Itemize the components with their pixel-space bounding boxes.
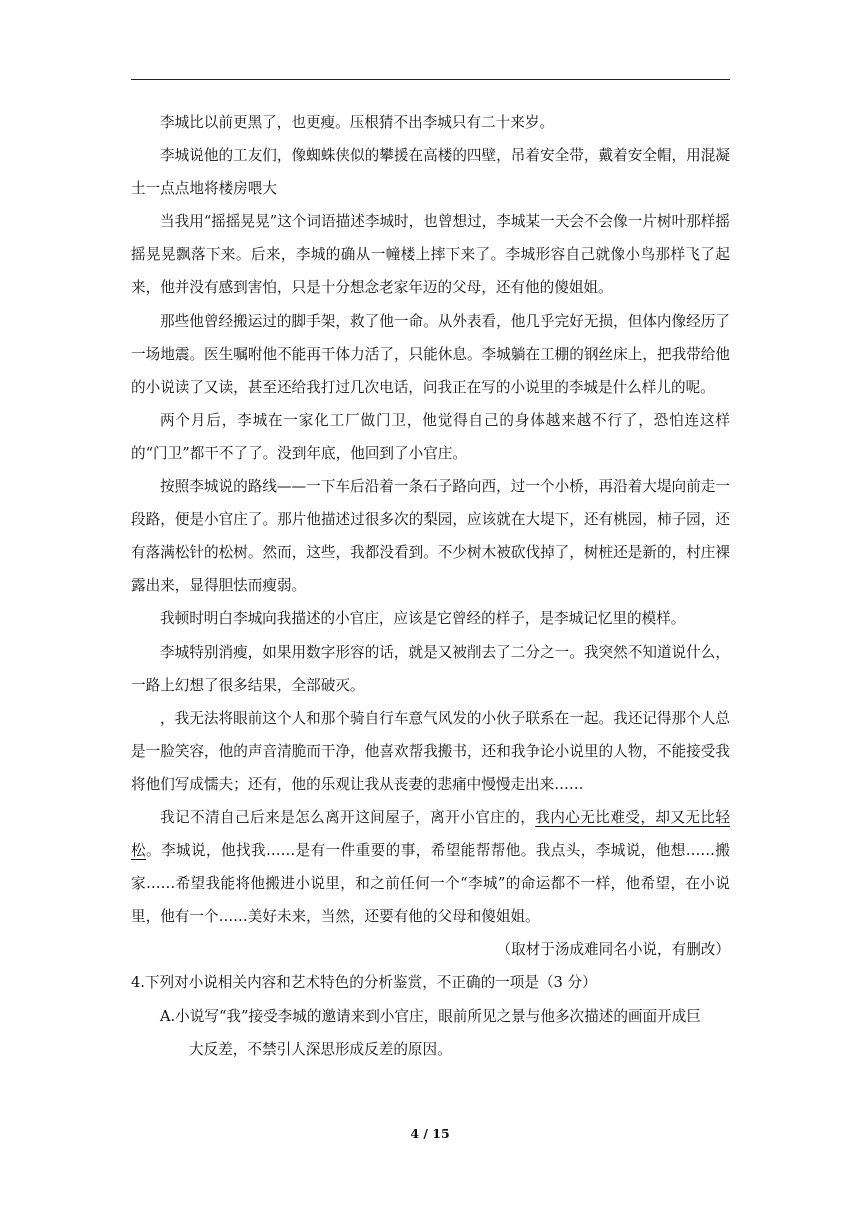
paragraph-9: ，我无法将眼前这个人和那个骑自行车意气风发的小伙子联系在一起。我还记得那个人总是一脸笑容，他的声音清脆而干净，他喜欢帮我搬书，还和我争论小说里的人物，不能接受我将他们写成懦夫；还有，他的乐观让我从丧妻的悲痛中慢慢走出来…… — [131, 709, 730, 793]
paragraph-8: 李城特别消瘦，如果用数字形容的话，就是又被削去了二分之一。我突然不知道说什么，一路上幻想了很多结果，全部破灭。 — [131, 643, 730, 694]
paragraph-1: 李城比以前更黑了，也更瘦。压根猜不出李城只有二十来岁。 — [160, 114, 555, 131]
option-a-line-2: 大反差，不禁引人深思形成反差的原因。 — [189, 1040, 452, 1058]
paragraph-10-before: 我记不清自己后来是怎么离开这间屋子，离开小官庄的， — [160, 808, 536, 826]
paragraph-5: 两个月后，李城在一家化工厂做门卫，他觉得自己的身体越来越不行了，恐怕连这样的“门卫”都干不了了。没到年底，他回到了小官庄。 — [131, 411, 730, 462]
paragraph-2: 李城说他的工友们，像蜘蛛侠似的攀援在高楼的四壁，吊着安全带，戴着安全帽，用混凝土一点点地将楼房喂大 — [131, 147, 730, 198]
option-a — [131, 1000, 730, 1066]
page-number: 4 / 15 — [410, 1126, 450, 1141]
paragraph-3: 当我用“摇摇晃晃”这个词语描述李城时，也曾想过，李城某一天会不会像一片树叶那样摇摇晃晃飘落下来。后来，李城的确从一幢楼上摔下来了。李城形容自己就像小鸟那样飞了起来，他并没有感到害怕，只是十分想念老家年迈的父母，还有他的傻姐姐。 — [131, 213, 730, 297]
paragraph-10 — [131, 801, 730, 933]
paragraph-6: 按照李城说的路线——一下车后沿着一条石子路向西，过一个小桥，再沿着大堤向前走一段路，便是小官庄了。那片他描述过很多次的梨园，应该就在大堤下，还有桃园，柿子园，还有落满松针的松树。然而，这些，我都没看到。不少树木被砍伐掉了，树桩还是新的，村庄裸露出来，显得胆怯而瘦弱。 — [131, 478, 730, 595]
paragraph-7: 我顿时明白李城向我描述的小官庄，应该是它曾经的样子，是李城记忆里的模样。 — [160, 610, 686, 628]
source-note: （取材于汤成难同名小说，有删改） — [496, 941, 730, 959]
question-4: 4.下列对小说相关内容和艺术特色的分析鉴赏，不正确的一项是（3 分） — [131, 974, 597, 992]
underlined-sentence: 我内心无比难受，却又无比轻松 — [131, 808, 730, 860]
paragraph-4: 那些他曾经搬运过的脚手架，救了他一命。从外表看，他几乎完好无损，但体内像经历了一场地震。医生嘱咐他不能再干体力活了，只能休息。李城躺在工棚的钢丝床上，把我带给他的小说读了又读，甚至还给我打过几次电话，问我正在写的小说里的李城是什么样儿的呢。 — [131, 312, 730, 396]
header-rule — [131, 79, 730, 80]
option-a-line-1: A.小说写“我”接受李城的邀请来到小官庄，眼前所见之景与他多次描述的画面开成巨 — [160, 1007, 701, 1025]
paragraph-10-after: 。李城说，他找我……是有一件重要的事，希望能帮帮他。我点头，李城说，他想……搬家……希望我能将他搬进小说里，和之前任何一个“李城”的命运都不一样，他希望，在小说里，他有一个……美好未来，当然，还要有他的父母和傻姐姐。 — [131, 842, 730, 926]
document-body — [131, 106, 730, 1066]
